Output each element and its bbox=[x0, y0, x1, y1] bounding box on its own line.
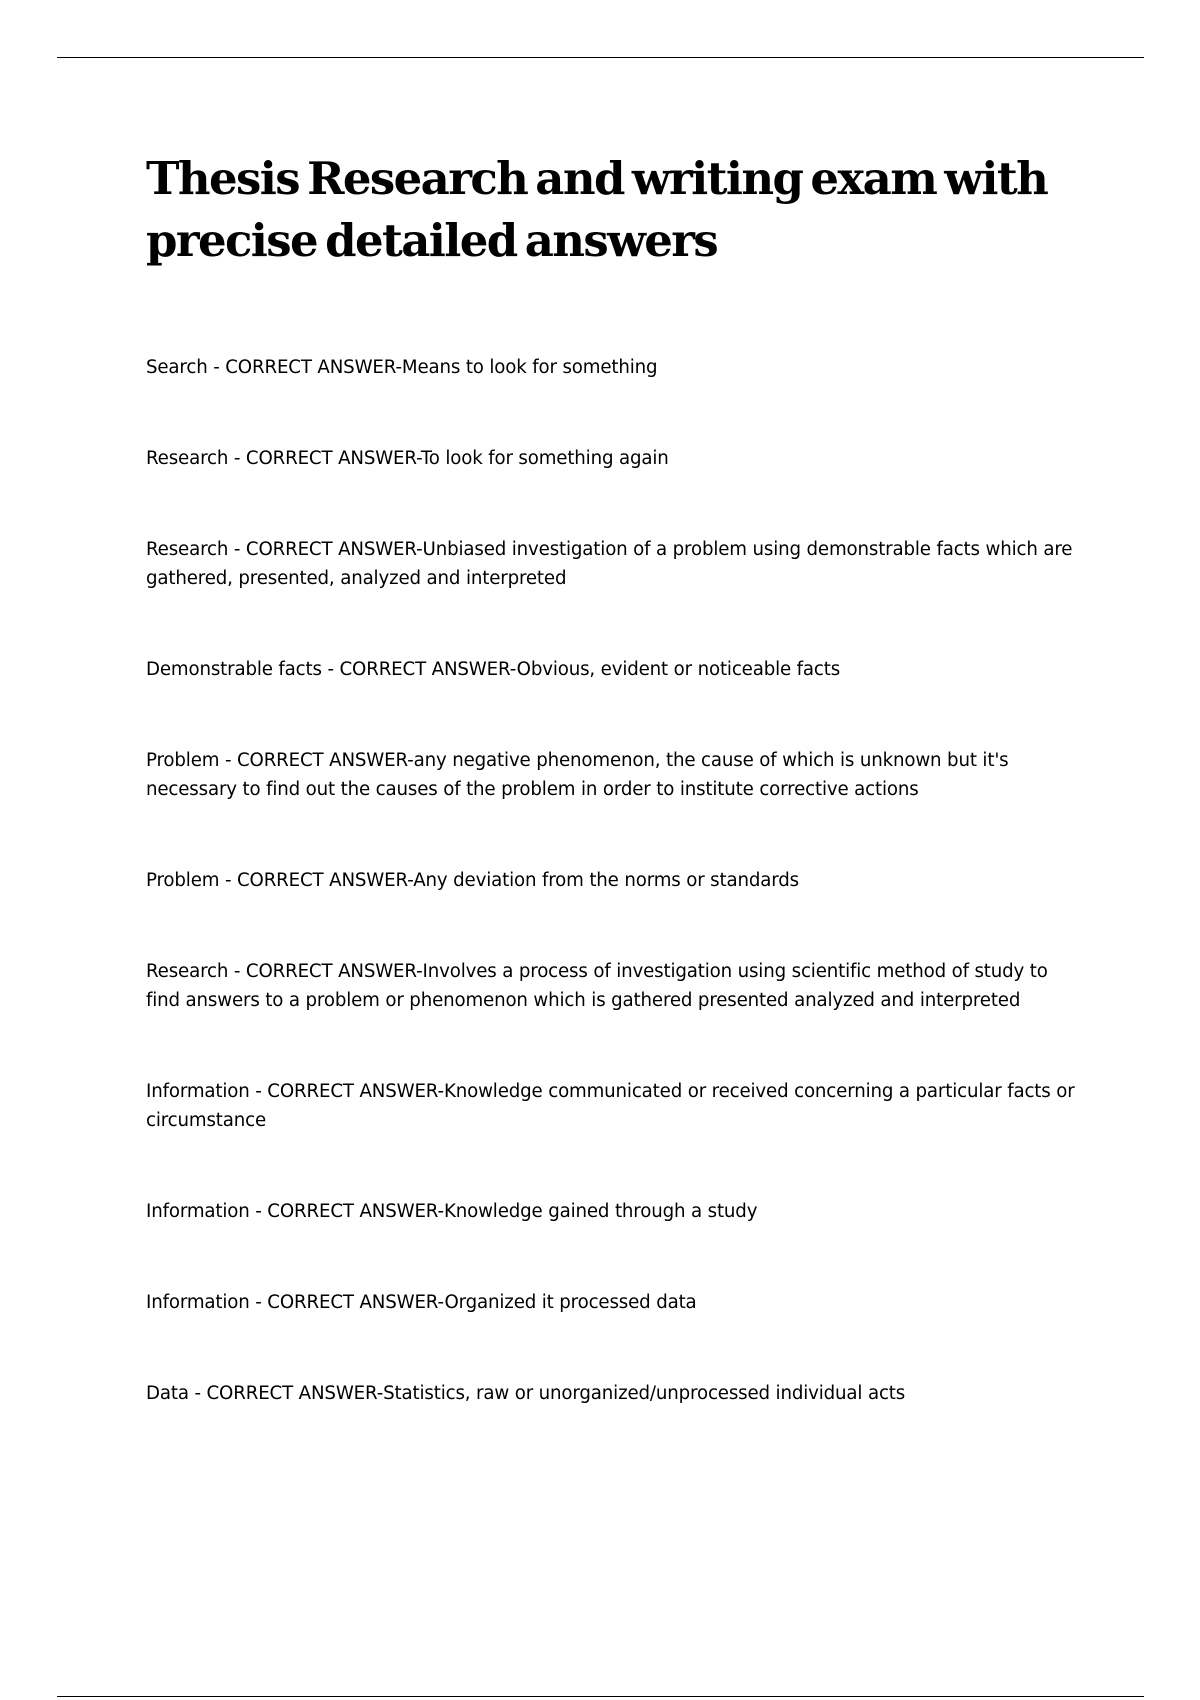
answer-item: Problem - CORRECT ANSWER-any negative phenomenon, the cause of which is unknown but it's necessary to find out the causes of the problem in order to institute corrective actions bbox=[146, 750, 1009, 800]
bottom-divider bbox=[57, 1696, 1144, 1697]
answer-list bbox=[146, 353, 1086, 1470]
answer-item: Demonstrable facts - CORRECT ANSWER-Obvious, evident or noticeable facts bbox=[146, 659, 841, 680]
document-title: Thesis Research and writing exam with precise detailed answers bbox=[146, 152, 1048, 267]
answer-item: Problem - CORRECT ANSWER-Any deviation from the norms or standards bbox=[146, 870, 799, 891]
answer-item: Information - CORRECT ANSWER-Knowledge gained through a study bbox=[146, 1201, 758, 1222]
top-divider bbox=[57, 57, 1144, 58]
answer-item: Data - CORRECT ANSWER-Statistics, raw or unorganized/unprocessed individual acts bbox=[146, 1383, 906, 1404]
answer-item: Information - CORRECT ANSWER-Knowledge communicated or received concerning a particular facts or circumstance bbox=[146, 1081, 1075, 1131]
answer-item: Research - CORRECT ANSWER-Involves a process of investigation using scientific method of study to find answers to a problem or phenomenon which is gathered presented analyzed and interpreted bbox=[146, 961, 1048, 1011]
answer-item: Research - CORRECT ANSWER-To look for something again bbox=[146, 448, 669, 469]
answer-item: Search - CORRECT ANSWER-Means to look for something bbox=[146, 357, 658, 378]
answer-item: Information - CORRECT ANSWER-Organized it processed data bbox=[146, 1292, 697, 1313]
answer-item: Research - CORRECT ANSWER-Unbiased investigation of a problem using demonstrable facts which are gathered, presented, analyzed and interpreted bbox=[146, 539, 1073, 589]
